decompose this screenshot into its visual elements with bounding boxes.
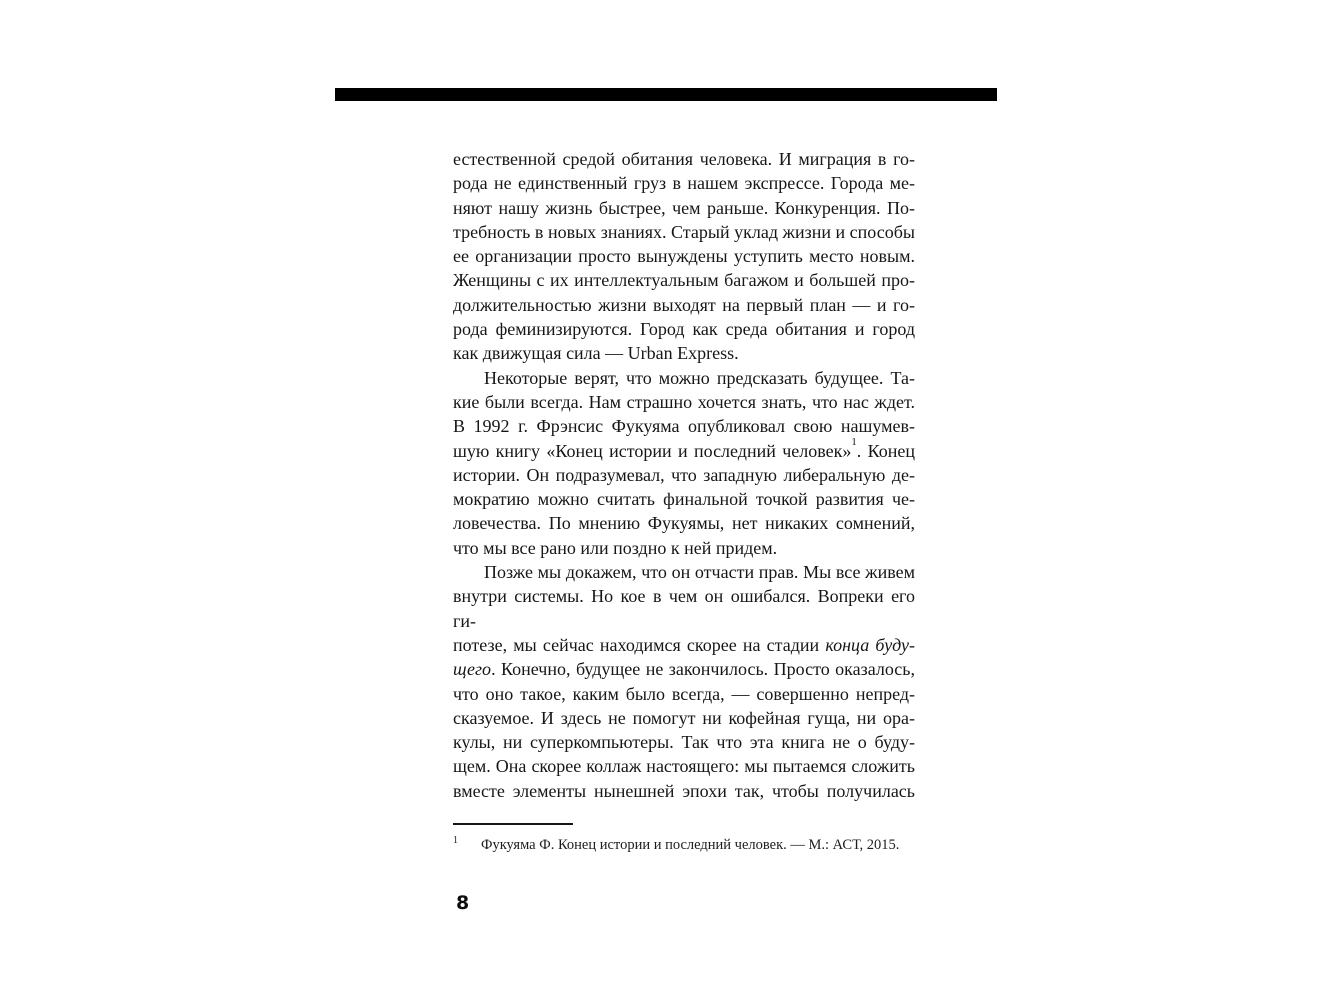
text-line — [453, 436, 915, 463]
text-line — [453, 341, 915, 365]
text-run: истории. Он подразумевал, что западную либеральную де- — [453, 464, 915, 485]
text-run: Позже мы докажем, что он отчасти прав. Мы все живем — [484, 562, 915, 583]
text-run: кие были всегда. Нам страшно хочется знать, что нас ждет. — [453, 391, 915, 412]
text-line — [453, 536, 915, 560]
text-run: кулы, ни суперкомпьютеры. Так что эта книга не о буду- — [453, 732, 915, 753]
text-line — [453, 366, 915, 390]
footnote-marker: 1 — [453, 835, 458, 846]
text-run: требность в новых знаниях. Старый уклад жизни и способы — [453, 221, 915, 242]
text-line — [453, 754, 915, 778]
text-line — [453, 682, 915, 706]
chapter-header-rule — [335, 88, 997, 101]
text-line — [453, 244, 915, 268]
body-text — [453, 147, 915, 803]
text-line — [453, 657, 915, 681]
text-line — [453, 511, 915, 535]
text-line — [453, 633, 915, 657]
emphasized-text: конца буду- — [825, 634, 915, 655]
text-run: щем. Она скорее коллаж настоящего: мы пытаемся сложить — [453, 756, 915, 777]
text-line — [453, 463, 915, 487]
text-line — [453, 220, 915, 244]
text-run: рода не единственный груз в нашем экспрессе. Города ме- — [453, 173, 915, 194]
text-run: рода феминизируются. Город как среда обитания и город — [453, 319, 915, 340]
page-number: 8 — [456, 892, 470, 914]
text-line — [453, 293, 915, 317]
text-run: должительностью жизни выходят на первый план — и го- — [453, 294, 915, 315]
footnote-text: Фукуяма Ф. Конец истории и последний человек. — М.: АСТ, 2015. — [481, 837, 900, 853]
text-line — [453, 414, 915, 438]
footnote-separator-rule — [453, 823, 573, 825]
text-line — [453, 560, 915, 584]
text-line — [453, 584, 915, 633]
text-run: мократию можно считать финальной точкой развития че- — [453, 489, 915, 510]
text-run: В 1992 г. Фрэнсис Фукуяма опубликовал свою нашумев- — [453, 416, 915, 437]
text-line — [453, 779, 915, 803]
text-run: что мы все рано или поздно к ней придем. — [453, 537, 778, 558]
text-line — [453, 196, 915, 220]
text-run: естественной средой обитания человека. И миграция в го- — [453, 149, 915, 169]
text-run: внутри системы. Но кое в чем он ошибался. Вопреки его ги- — [453, 586, 915, 631]
text-line — [453, 487, 915, 511]
text-run: потезе, мы сейчас находимся скорее на стадии — [453, 634, 826, 655]
text-run: . Конечно, будущее не закончилось. Просто оказалось, — [491, 659, 915, 680]
text-run: . Конец — [856, 440, 915, 461]
text-run: сказуемое. И здесь не помогут ни кофейная гуща, ни ора- — [453, 707, 915, 728]
text-line — [453, 147, 915, 171]
text-line — [453, 317, 915, 341]
text-run: ловечества. По мнению Фукуямы, нет никаких сомнений, — [453, 513, 915, 534]
text-run: няют нашу жизнь быстрее, чем раньше. Конкуренция. По- — [453, 197, 915, 218]
text-run: Женщины с их интеллектуальным багажом и большей про- — [453, 270, 915, 291]
text-line — [453, 268, 915, 292]
footnote — [453, 831, 923, 855]
text-run: Некоторые верят, что можно предсказать будущее. Та- — [484, 367, 915, 388]
text-run: как движущая сила — Urban Express. — [453, 343, 739, 364]
text-line — [453, 390, 915, 414]
text-run: что оно такое, каким было всегда, — совершенно непред- — [453, 683, 915, 704]
text-run: ее организации просто вынуждены уступить место новым. — [453, 246, 915, 267]
text-line — [453, 706, 915, 730]
text-line — [453, 730, 915, 754]
emphasized-text: щего — [453, 659, 492, 680]
text-line — [453, 171, 915, 195]
text-run: вместе элементы нынешней эпохи так, чтобы получилась — [453, 780, 915, 801]
text-run: шую книгу «Конец истории и последний человек» — [453, 440, 852, 461]
footnote-reference: 1 — [851, 436, 857, 449]
